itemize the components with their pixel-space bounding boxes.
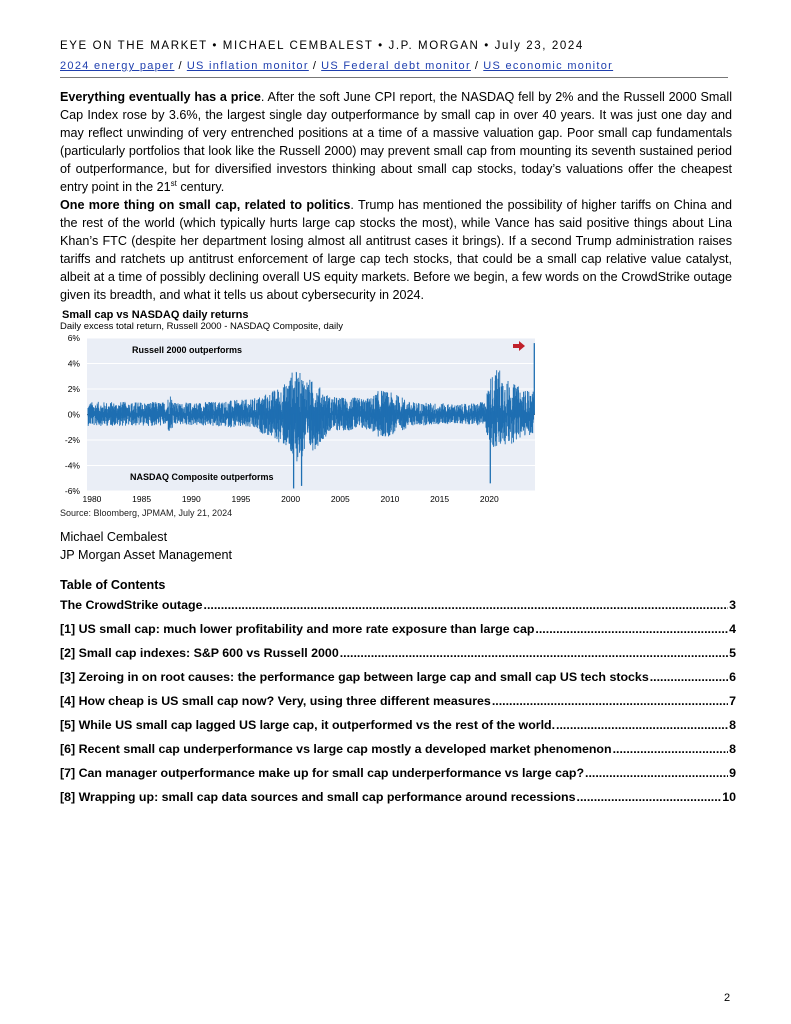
politics-lead: One more thing on small cap, related to politics [60, 198, 351, 212]
toc-leader-dots [577, 790, 722, 804]
toc-item-title: [5] While US small cap lagged US large cap, it outperformed vs the rest of the world. [60, 718, 556, 732]
small-cap-chart [60, 309, 540, 521]
author-org: JP Morgan Asset Management [60, 548, 232, 562]
x-tick-label: 2015 [430, 494, 450, 504]
page-number: 2 [724, 992, 731, 1004]
toc-item-page: 8 [729, 742, 736, 756]
y-tick-label: 2% [67, 384, 80, 394]
chart-plot [60, 334, 540, 508]
toc-leader-dots [613, 742, 729, 756]
y-tick-label: -4% [64, 460, 80, 471]
chart-title: Small cap vs NASDAQ daily returns [62, 309, 249, 321]
link-separator: / [312, 60, 318, 72]
x-tick-label: 2020 [479, 494, 499, 504]
toc-item-title: [8] Wrapping up: small cap data sources and small cap performance around recessions [60, 790, 576, 804]
toc-item-page: 6 [729, 670, 736, 684]
toc-item[interactable] [60, 742, 736, 756]
politics-text: . Trump has mentioned the possibility of higher tariffs on China and the rest of the world (which typically hurts large cap stocks the most), while Vance has said positive things about Lina Khan’s FTC (despite her department losing almost all antitrust cases it brings). If a second Trump administration raises tariffs and ratchets up antitrust enforcement of large cap tech stocks, that could be a small cap relative value catalyst, albeit at a time of possibly declining overall US equity markets. Before we begin, a few words on the CrowdStrike outage given its breadth, and what it tells us about cybersecurity in 2024. [60, 198, 732, 302]
toc-leader-dots [650, 670, 728, 684]
header-links [60, 60, 613, 72]
chart-subtitle: Daily excess total return, Russell 2000 - NASDAQ Composite, daily [60, 321, 344, 332]
toc-leader-dots [535, 622, 728, 636]
intro-text: . After the soft June CPI report, the NASDAQ fell by 2% and the Russell 2000 Small Cap Index rose by 3.6%, the largest single day outperformance by small cap in over 40 years. It was just one day and may reflect unwinding of very entrenched positions at a time of a massive valuation gap. Poor small cap fundamentals (particularly portfolios that look like the Russell 2000) may prevent small cap from mounting its seventh sustained period of outperformance, but for diversified investors thinking about small cap stocks, today’s valuations offer the cheapest entry point in the 21 [60, 90, 732, 194]
y-tick-label: 6% [67, 334, 80, 343]
toc-item-page: 5 [729, 646, 736, 660]
toc-item-title: [1] US small cap: much lower profitability and more rate exposure than large cap [60, 622, 535, 636]
toc-item[interactable] [60, 646, 736, 660]
toc-item[interactable] [60, 598, 736, 612]
toc-leader-dots [492, 694, 728, 708]
x-tick-label: 1985 [132, 494, 152, 504]
toc-item[interactable] [60, 790, 736, 804]
toc-item[interactable] [60, 694, 736, 708]
toc-item-page: 3 [729, 598, 736, 612]
toc-heading: Table of Contents [60, 578, 166, 592]
x-tick-label: 1995 [231, 494, 251, 504]
toc-item-page: 4 [729, 622, 736, 636]
toc-item-page: 7 [729, 694, 736, 708]
toc-item[interactable] [60, 766, 736, 780]
y-tick-label: 0% [67, 409, 80, 420]
annotation-russell-outperforms: Russell 2000 outperforms [132, 345, 243, 355]
link-federal-debt-monitor[interactable]: US Federal debt monitor [321, 60, 471, 72]
x-tick-label: 2010 [380, 494, 400, 504]
toc-item-title: [7] Can manager outperformance make up for small cap underperformance vs large cap? [60, 766, 585, 780]
intro-paragraph [60, 88, 732, 196]
link-economic-monitor[interactable]: US economic monitor [483, 60, 614, 72]
chart-source: Source: Bloomberg, JPMAM, July 21, 2024 [60, 508, 233, 518]
toc-item-title: [6] Recent small cap underperformance vs large cap mostly a developed market phenomenon [60, 742, 612, 756]
link-separator: / [474, 60, 480, 72]
intro-end: century. [176, 180, 225, 194]
x-tick-label: 1980 [82, 494, 102, 504]
toc-item-page: 10 [722, 790, 736, 804]
author-name: Michael Cembalest [60, 530, 168, 544]
toc-item-page: 8 [729, 718, 736, 732]
y-tick-label: 4% [67, 358, 80, 369]
toc-leader-dots [204, 598, 729, 612]
x-tick-label: 1990 [181, 494, 201, 504]
toc-item-title: The CrowdStrike outage [60, 598, 203, 612]
toc-item-title: [3] Zeroing in on root causes: the performance gap between large cap and small cap US tech stocks [60, 670, 649, 684]
page-header: EYE ON THE MARKET • MICHAEL CEMBALEST • J.P. MORGAN • July 23, 2024 [60, 40, 584, 52]
toc-leader-dots [340, 646, 728, 660]
y-tick-label: -6% [64, 486, 80, 496]
annotation-nasdaq-outperforms: NASDAQ Composite outperforms [130, 472, 274, 482]
y-tick-label: -2% [64, 435, 80, 445]
intro-sup: st [170, 178, 177, 188]
intro-lead: Everything eventually has a price [60, 90, 261, 104]
x-tick-label: 2005 [330, 494, 350, 504]
link-energy-paper[interactable]: 2024 energy paper [60, 60, 175, 72]
toc-item[interactable] [60, 670, 736, 684]
politics-paragraph [60, 196, 732, 304]
toc-leader-dots [585, 766, 728, 780]
toc-item-title: [2] Small cap indexes: S&P 600 vs Russell 2000 [60, 646, 339, 660]
x-tick-label: 2000 [281, 494, 301, 504]
toc-item[interactable] [60, 622, 736, 636]
toc-item-page: 9 [729, 766, 736, 780]
link-separator: / [178, 60, 183, 72]
toc-item[interactable] [60, 718, 736, 732]
toc-leader-dots [556, 718, 728, 732]
link-inflation-monitor[interactable]: US inflation monitor [186, 60, 309, 72]
toc-item-title: [4] How cheap is US small cap now? Very, using three different measures [60, 694, 491, 708]
header-rule [60, 77, 728, 78]
